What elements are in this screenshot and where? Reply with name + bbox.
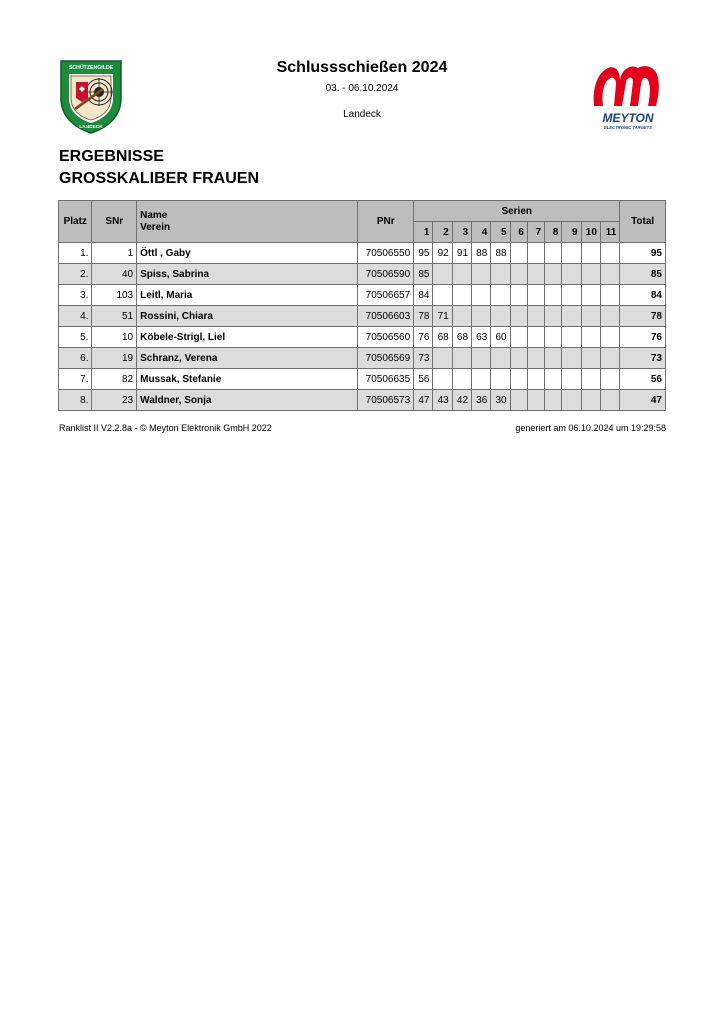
cell-total: 85 — [620, 264, 666, 285]
serien-number-header: 1 — [414, 222, 433, 243]
table-row — [59, 327, 666, 348]
cell-serie — [562, 285, 581, 306]
cell-name: Leitl, Maria — [137, 285, 358, 306]
serien-number-header: 3 — [452, 222, 471, 243]
cell-serie — [581, 390, 600, 411]
cell-serie: 68 — [452, 327, 471, 348]
table-row — [59, 348, 666, 369]
cell-total: 73 — [620, 348, 666, 369]
col-header-total: Total — [620, 201, 666, 243]
serien-number-header: 6 — [510, 222, 527, 243]
cell-pnr: 70506603 — [358, 306, 414, 327]
cell-snr: 10 — [92, 327, 137, 348]
results-body — [59, 243, 666, 411]
table-row — [59, 264, 666, 285]
serien-number-header: 9 — [562, 222, 581, 243]
cell-serie — [452, 306, 471, 327]
cell-serie — [452, 285, 471, 306]
cell-total: 78 — [620, 306, 666, 327]
cell-serie: 42 — [452, 390, 471, 411]
serien-number-header: 5 — [491, 222, 510, 243]
cell-serie: 91 — [452, 243, 471, 264]
cell-serie — [600, 390, 619, 411]
event-title: Schlussschießen 2024 — [276, 59, 448, 76]
col-header-serien: Serien — [414, 201, 620, 222]
cell-serie: 73 — [414, 348, 433, 369]
cell-serie — [433, 264, 452, 285]
cell-serie: 78 — [414, 306, 433, 327]
cell-serie: 56 — [414, 369, 433, 390]
cell-serie — [510, 327, 527, 348]
cell-name: Öttl , Gaby — [137, 243, 358, 264]
cell-serie: 43 — [433, 390, 452, 411]
footer-generated: generiert am 06.10.2024 um 19:29:58 — [515, 423, 666, 433]
cell-serie — [600, 285, 619, 306]
cell-serie: 95 — [414, 243, 433, 264]
cell-serie — [472, 369, 491, 390]
cell-name: Waldner, Sonja — [137, 390, 358, 411]
cell-serie — [581, 243, 600, 264]
cell-platz: 8. — [59, 390, 92, 411]
event-place: Landeck — [343, 109, 381, 120]
cell-serie — [562, 327, 581, 348]
cell-serie — [562, 369, 581, 390]
cell-serie — [452, 348, 471, 369]
cell-serie: 63 — [472, 327, 491, 348]
cell-serie — [510, 285, 527, 306]
cell-serie — [562, 348, 581, 369]
cell-serie — [491, 306, 510, 327]
svg-text:MEYTON: MEYTON — [602, 111, 654, 125]
svg-text:LANDECK: LANDECK — [79, 125, 103, 130]
cell-serie — [472, 285, 491, 306]
cell-snr: 23 — [92, 390, 137, 411]
cell-total: 84 — [620, 285, 666, 306]
cell-serie — [581, 285, 600, 306]
cell-pnr: 70506657 — [358, 285, 414, 306]
cell-serie — [545, 369, 562, 390]
col-header-name: Name — [140, 209, 168, 221]
cell-pnr: 70506590 — [358, 264, 414, 285]
cell-serie — [545, 264, 562, 285]
cell-serie — [562, 306, 581, 327]
cell-serie: 85 — [414, 264, 433, 285]
cell-total: 76 — [620, 327, 666, 348]
cell-platz: 7. — [59, 369, 92, 390]
cell-serie — [581, 306, 600, 327]
cell-serie — [581, 264, 600, 285]
cell-serie — [527, 264, 544, 285]
footer-software: Ranklist II V2.2.8a - © Meyton Elektronik GmbH 2022 — [59, 423, 272, 433]
cell-serie — [472, 348, 491, 369]
cell-serie: 60 — [491, 327, 510, 348]
cell-snr: 1 — [92, 243, 137, 264]
cell-serie — [491, 348, 510, 369]
cell-serie — [562, 264, 581, 285]
cell-serie — [545, 285, 562, 306]
col-header-snr: SNr — [92, 201, 137, 243]
cell-pnr: 70506635 — [358, 369, 414, 390]
cell-pnr: 70506573 — [358, 390, 414, 411]
cell-serie: 88 — [472, 243, 491, 264]
table-row — [59, 390, 666, 411]
col-header-platz: Platz — [59, 201, 92, 243]
svg-text:SCHÜTZENGILDE: SCHÜTZENGILDE — [68, 65, 114, 71]
cell-name: Schranz, Verena — [137, 348, 358, 369]
cell-serie — [433, 348, 452, 369]
col-header-verein: Verein — [140, 221, 171, 233]
cell-serie — [527, 243, 544, 264]
table-row — [59, 306, 666, 327]
cell-serie — [600, 327, 619, 348]
cell-platz: 2. — [59, 264, 92, 285]
section-title-line1: ERGEBNISSE — [59, 148, 164, 165]
cell-snr: 51 — [92, 306, 137, 327]
serien-number-header: 7 — [527, 222, 544, 243]
section-title — [59, 146, 259, 190]
cell-serie — [581, 348, 600, 369]
cell-total: 95 — [620, 243, 666, 264]
cell-serie — [510, 264, 527, 285]
cell-serie: 47 — [414, 390, 433, 411]
svg-text:ELECTRONIC TARGETS: ELECTRONIC TARGETS — [603, 125, 653, 130]
cell-serie — [545, 327, 562, 348]
serien-number-header: 10 — [581, 222, 600, 243]
cell-platz: 4. — [59, 306, 92, 327]
cell-serie — [527, 369, 544, 390]
serien-number-header: 2 — [433, 222, 452, 243]
col-header-name-verein — [137, 201, 358, 243]
cell-serie: 71 — [433, 306, 452, 327]
cell-serie — [600, 348, 619, 369]
cell-total: 47 — [620, 390, 666, 411]
cell-pnr: 70506560 — [358, 327, 414, 348]
cell-serie: 76 — [414, 327, 433, 348]
cell-serie: 30 — [491, 390, 510, 411]
cell-serie — [581, 327, 600, 348]
cell-snr: 103 — [92, 285, 137, 306]
cell-platz: 6. — [59, 348, 92, 369]
cell-serie — [452, 369, 471, 390]
cell-serie — [545, 306, 562, 327]
cell-serie — [510, 348, 527, 369]
table-row — [59, 243, 666, 264]
serien-number-header: 8 — [545, 222, 562, 243]
table-row — [59, 285, 666, 306]
cell-serie — [600, 264, 619, 285]
cell-serie — [600, 306, 619, 327]
cell-serie — [545, 348, 562, 369]
cell-serie — [527, 285, 544, 306]
cell-serie — [600, 369, 619, 390]
serien-number-header: 11 — [600, 222, 619, 243]
table-header — [59, 201, 666, 243]
cell-serie — [600, 243, 619, 264]
cell-serie — [562, 390, 581, 411]
cell-serie — [562, 243, 581, 264]
cell-serie: 88 — [491, 243, 510, 264]
cell-total: 56 — [620, 369, 666, 390]
col-header-pnr: PNr — [358, 201, 414, 243]
cell-serie — [491, 369, 510, 390]
cell-serie: 68 — [433, 327, 452, 348]
cell-snr: 19 — [92, 348, 137, 369]
cell-serie — [527, 306, 544, 327]
cell-serie — [472, 306, 491, 327]
cell-serie — [527, 348, 544, 369]
cell-name: Mussak, Stefanie — [137, 369, 358, 390]
cell-pnr: 70506569 — [358, 348, 414, 369]
cell-serie: 84 — [414, 285, 433, 306]
cell-serie — [527, 327, 544, 348]
cell-serie: 92 — [433, 243, 452, 264]
results-table — [58, 200, 666, 411]
cell-serie — [545, 243, 562, 264]
cell-platz: 5. — [59, 327, 92, 348]
cell-serie — [581, 369, 600, 390]
cell-serie — [510, 243, 527, 264]
cell-serie — [527, 390, 544, 411]
cell-serie — [510, 306, 527, 327]
cell-platz: 3. — [59, 285, 92, 306]
meyton-logo-icon — [588, 58, 668, 134]
cell-snr: 82 — [92, 369, 137, 390]
cell-serie — [433, 369, 452, 390]
cell-name: Rossini, Chiara — [137, 306, 358, 327]
cell-name: Köbele-Strigl, Liel — [137, 327, 358, 348]
cell-serie — [491, 285, 510, 306]
cell-serie — [491, 264, 510, 285]
cell-serie — [510, 390, 527, 411]
cell-platz: 1. — [59, 243, 92, 264]
cell-serie: 36 — [472, 390, 491, 411]
cell-name: Spiss, Sabrina — [137, 264, 358, 285]
cell-serie — [545, 390, 562, 411]
cell-serie — [510, 369, 527, 390]
event-date: 03. - 06.10.2024 — [325, 83, 399, 94]
section-title-line2: GROSSKALIBER FRAUEN — [59, 170, 260, 187]
serien-number-header: 4 — [472, 222, 491, 243]
table-row — [59, 369, 666, 390]
cell-serie — [433, 285, 452, 306]
cell-serie — [452, 264, 471, 285]
cell-pnr: 70506550 — [358, 243, 414, 264]
cell-serie — [472, 264, 491, 285]
cell-snr: 40 — [92, 264, 137, 285]
